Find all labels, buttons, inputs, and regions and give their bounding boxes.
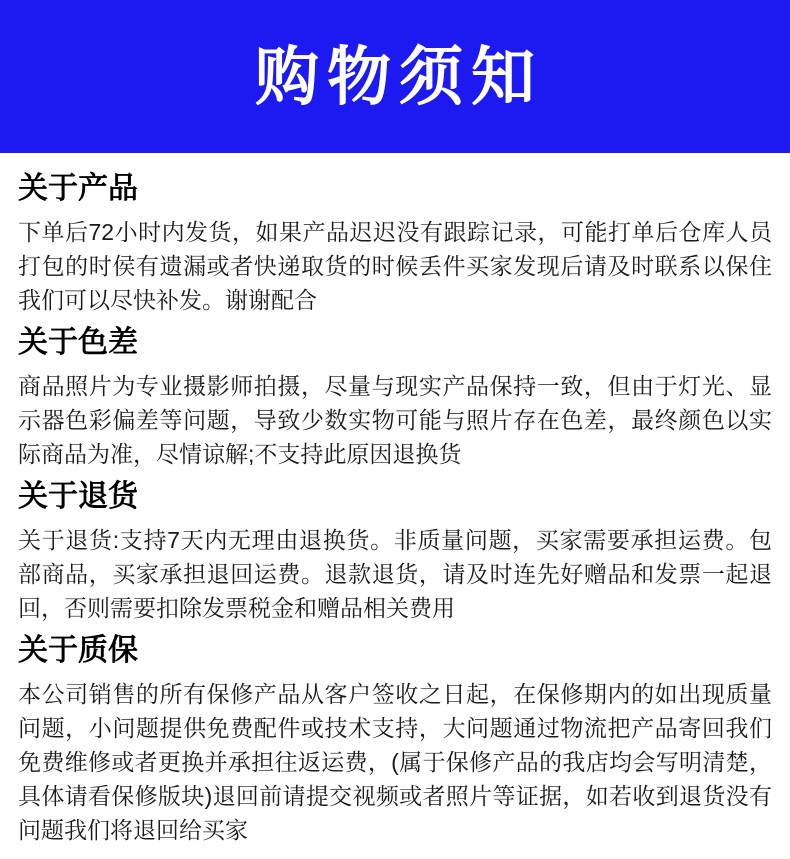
section-warranty-heading: 关于质保 (18, 634, 138, 667)
section-warranty (18, 633, 772, 847)
section-warranty-body: 本公司销售的所有保修产品从客户签收之日起，在保修期内的如出现质量问题，小问题提供免费配件或技术支持，大问题通过物流把产品寄回我们免费维修或者更换并承担往返运费，(属于保修产品的我店均会写明清楚，具体请看保修版块)退回前请提交视频或者照片等证据，如若收到退货没有问题我们将退回给买家 (18, 681, 772, 843)
page-title: 购物须知 (255, 40, 543, 113)
section-returns (18, 479, 772, 625)
notice-content (0, 153, 790, 847)
section-color-difference-heading: 关于色差 (18, 326, 138, 359)
section-color-difference (18, 325, 772, 471)
section-returns-body: 关于退货:支持7天内无理由退换货。非质量问题，买家需要承担运费。包部商品，买家承担退回运费。退款退货，请及时连先好赠品和发票一起退回，否则需要扣除发票税金和赠品相关费用 (18, 527, 772, 621)
section-returns-heading: 关于退货 (18, 480, 138, 513)
section-product-body: 下单后72小时内发货，如果产品迟迟没有跟踪记录，可能打单后仓库人员打包的时侯有遗漏或者快递取货的时候丢件买家发现后请及时联系以保住我们可以尽快补发。谢谢配合 (18, 219, 772, 313)
section-product (18, 171, 772, 317)
section-product-heading: 关于产品 (18, 172, 138, 205)
header-banner (0, 0, 790, 153)
section-color-difference-body: 商品照片为专业摄影师拍摄，尽量与现实产品保持一致，但由于灯光、显示器色彩偏差等问题，导致少数实物可能与照片存在色差，最终颜色以实际商品为准，尽情谅解;不支持此原因退换货 (18, 373, 772, 467)
